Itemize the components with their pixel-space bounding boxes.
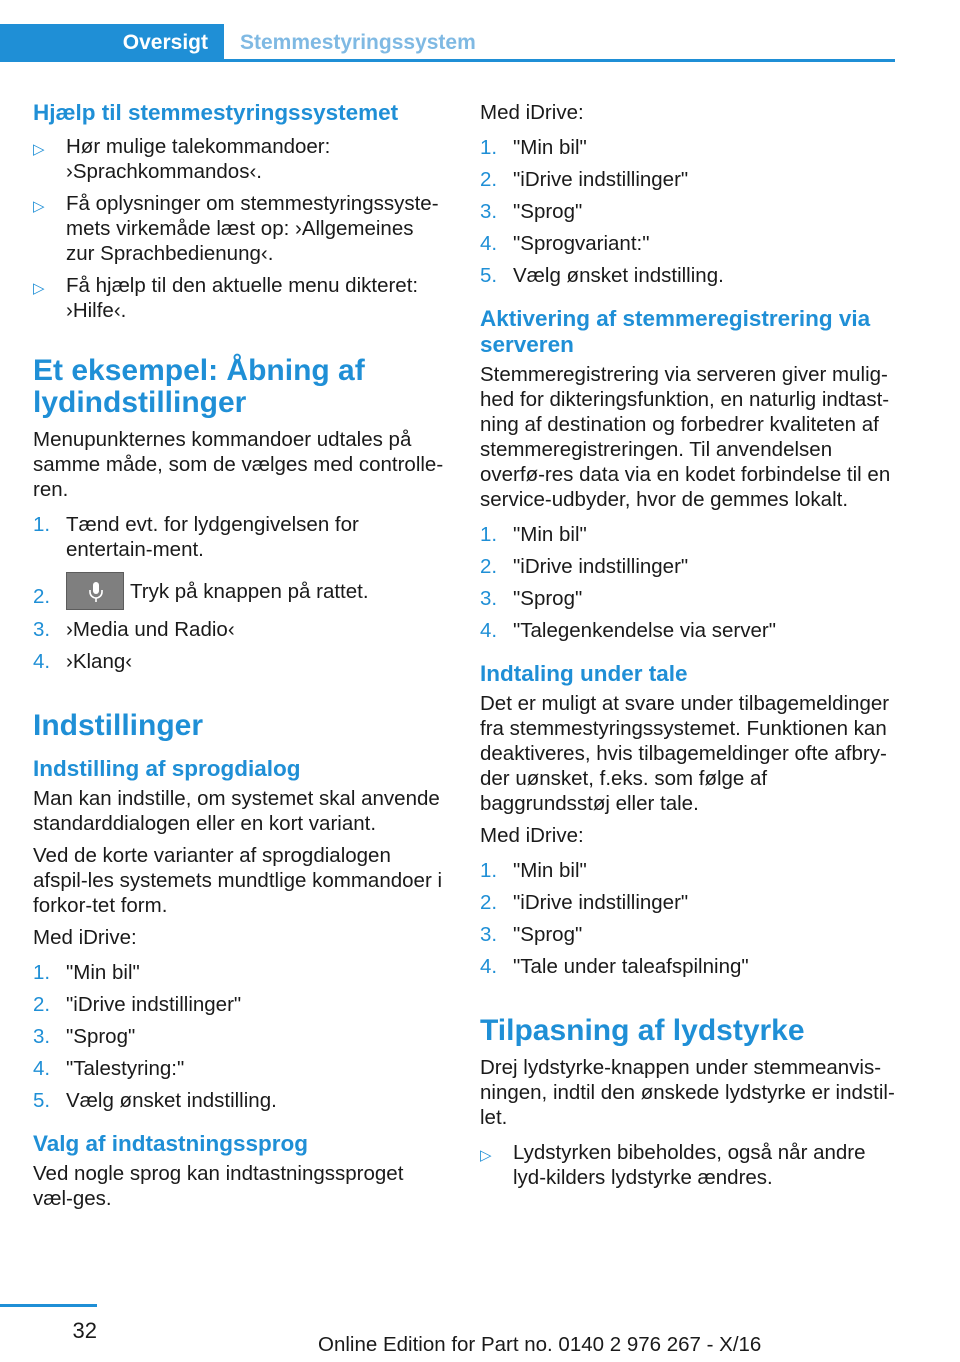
list-item: 2. "iDrive indstillinger"	[33, 993, 242, 1016]
volume-list	[480, 1140, 896, 1190]
heading-example: Et eksempel: Åbning af lydindstillinger	[33, 354, 365, 419]
heading-server: Aktivering af stemmeregistrering via serveren	[480, 306, 871, 357]
right-column	[480, 100, 896, 1197]
dialog-steps	[33, 960, 447, 1113]
language-steps	[480, 135, 896, 288]
list-item: 1. "Min bil"	[480, 523, 587, 546]
heading-input-language: Valg af indtastningssprog	[33, 1131, 309, 1156]
list-item: 4. "Sprogvariant:"	[480, 232, 650, 255]
dialog-paragraph-1: Man kan indstille, om systemet skal anvende standarddialogen eller en kort variant.	[33, 787, 440, 835]
triangle-bullet-icon: ▷	[480, 1147, 492, 1164]
header-divider	[0, 59, 895, 62]
page-number: 32	[72, 1318, 97, 1343]
help-list	[33, 134, 447, 323]
list-item: 1. "Min bil"	[480, 136, 587, 159]
list-item: 3. "Sprog"	[480, 587, 583, 610]
list-item: 4. "Talestyring:"	[33, 1057, 185, 1080]
heading-settings: Indstillinger	[33, 709, 204, 742]
heading-dialog: Indstilling af sprogdialog	[33, 756, 301, 781]
list-item: 5. Vælg ønsket indstilling.	[33, 1089, 277, 1112]
tab-stemmestyringssystem[interactable]: Stemmestyringssystem	[240, 31, 476, 54]
microphone-button-icon	[66, 572, 124, 610]
dialog-paragraph-2: Ved de korte varianter af sprogdialogen afspil-les systemets mundtlige kommandoer i forkor-tet form.	[33, 844, 443, 917]
list-item: 3. "Sprog"	[33, 1025, 136, 1048]
left-column	[33, 100, 447, 1218]
list-item: 3. ›Media und Radio‹	[33, 618, 235, 641]
input-language-paragraph: Ved nogle sprog kan indtastningssproget væl-ges.	[33, 1162, 404, 1210]
heading-barge-in: Indtaling under tale	[480, 661, 688, 686]
example-steps	[33, 512, 447, 674]
heading-help: Hjælp til stemmestyringssystemet	[33, 100, 399, 125]
edition-text: Online Edition for Part no. 0140 2 976 267 - X/16	[318, 1333, 762, 1356]
idrive-label: Med iDrive:	[480, 101, 584, 124]
barge-in-steps	[480, 858, 896, 979]
footer-divider	[0, 1304, 97, 1307]
list-item: ▷ Få oplysninger om stemmestyringssyste-mets virkemåde læst op: ›Allgemeines zur Sprachbedienung‹.	[33, 192, 439, 265]
list-item: 2. "iDrive indstillinger"	[480, 555, 689, 578]
barge-in-paragraph: Det er muligt at svare under tilbagemeldinger fra stemmestyringssystemet. Funktionen kan deaktiveres, hvis tilbagemeldinger ofte afbry-der uønsket, f.eks. som følge af baggrundsstøj eller tale.	[480, 692, 890, 815]
list-item: 2. Tryk på knappen på rattet.	[33, 572, 447, 610]
triangle-bullet-icon: ▷	[33, 198, 45, 215]
page-header	[0, 24, 895, 62]
example-intro: Menupunkternes kommandoer udtales på samme måde, som de vælges med controlle-ren.	[33, 428, 444, 501]
list-item: 3. "Sprog"	[480, 200, 583, 223]
list-item: 3. "Sprog"	[480, 923, 583, 946]
heading-volume: Tilpasning af lydstyrke	[480, 1014, 805, 1047]
list-item: 4. "Tale under taleafspilning"	[480, 955, 749, 978]
barge-in-idrive-label: Med iDrive:	[480, 824, 584, 847]
server-steps	[480, 522, 896, 643]
list-item: ▷ Få hjælp til den aktuelle menu dikteret: ›Hilfe‹.	[33, 274, 419, 322]
list-item: 1. "Min bil"	[33, 961, 140, 984]
dialog-idrive-label: Med iDrive:	[33, 926, 137, 949]
server-paragraph: Stemmeregistrering via serveren giver mulig-hed for dikteringsfunktion, en naturlig indtast-ning af destination og forbedrer kvaliteten af stemmeregistreringen. Til anvendelsen overfø-res data via en kodet forbindelse til en service-udbyder, hvor de gemmes lokalt.	[480, 363, 891, 511]
list-item: 1. "Min bil"	[480, 859, 587, 882]
list-item: 2. "iDrive indstillinger"	[480, 891, 689, 914]
list-item: 1. Tænd evt. for lydgengivelsen for entertain-ment.	[33, 513, 359, 561]
tab-oversigt[interactable]: Oversigt	[0, 24, 224, 62]
list-item: 4. "Talegenkendelse via server"	[480, 619, 776, 642]
list-item: 4. ›Klang‹	[33, 650, 133, 673]
volume-paragraph: Drej lydstyrke-knappen under stemmeanvis-ningen, indtil den ønskede lydstyrke er indstil-let.	[480, 1056, 895, 1129]
list-item: 5. Vælg ønsket indstilling.	[480, 264, 724, 287]
list-item: ▷ Lydstyrken bibeholdes, også når andre lyd-kilders lydstyrke ændres.	[480, 1141, 866, 1189]
list-item: 2. "iDrive indstillinger"	[480, 168, 689, 191]
triangle-bullet-icon: ▷	[33, 141, 45, 158]
triangle-bullet-icon: ▷	[33, 280, 45, 297]
list-item: ▷ Hør mulige talekommandoer: ›Sprachkommandos‹.	[33, 135, 331, 183]
